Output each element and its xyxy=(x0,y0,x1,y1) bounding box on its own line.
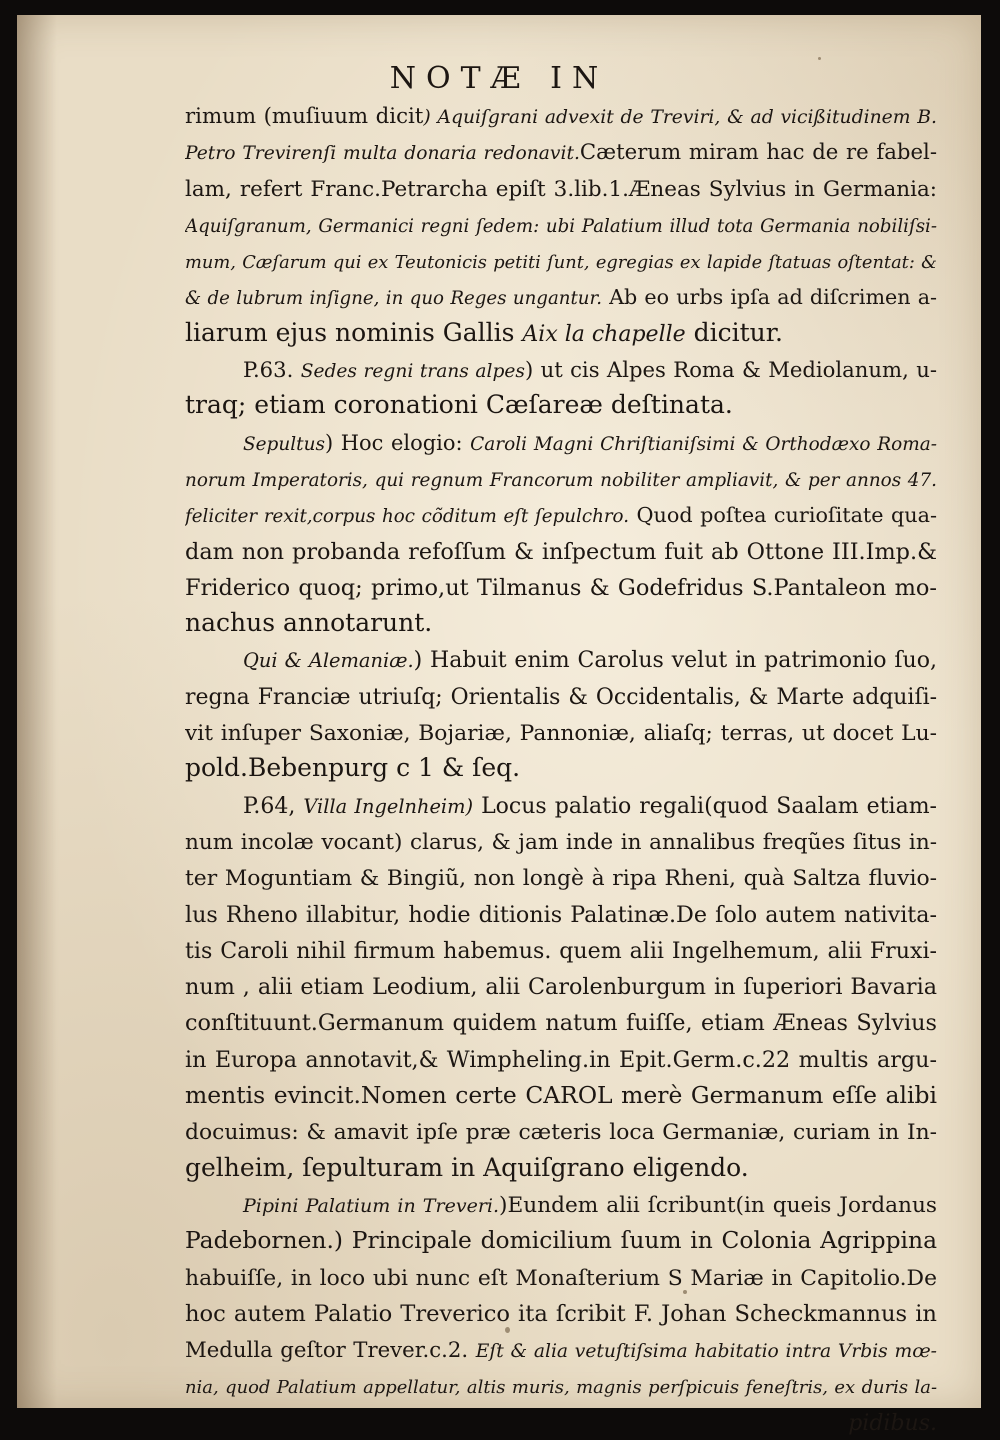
roman-text: )Eundem alii ſcribunt(in queis Jordanus xyxy=(499,1192,937,1218)
roman-text: regna Franciæ utriuſq; Orientalis & Occidentalis, & Marte adquiſi- xyxy=(185,684,937,710)
paper-speck xyxy=(683,1290,687,1294)
roman-text: P.64, xyxy=(243,793,304,819)
roman-text: Padebornen.) Principale domicilium ſuum in Colonia Agrippina xyxy=(185,1226,937,1255)
body-text xyxy=(185,97,937,1440)
roman-text: Locus palatio regali(quod Saalam etiam- xyxy=(473,793,937,819)
roman-text: Medulla geſtor Trever.c.2. xyxy=(185,1338,476,1364)
text-line xyxy=(185,859,937,895)
roman-text: mentis evincit.Nomen certe CAROL merè Germanum eſſe alibi xyxy=(185,1081,937,1110)
text-line xyxy=(185,278,937,314)
text-line xyxy=(185,968,937,1004)
text-line xyxy=(185,387,937,423)
text-line xyxy=(185,605,937,641)
roman-text: num , alii etiam Leodium, alii Carolenburgum in ſuperiori Bavaria xyxy=(185,974,937,1001)
italic-text: mum, Cæſarum qui ex Teutonicis petiti ſunt, egregias ex lapide ſtatuas oſtentat: & xyxy=(185,252,937,274)
roman-text: tis Caroli nihil firmum habemus. quem alii Ingelhemum, alii Fruxi- xyxy=(185,937,937,964)
roman-text: gelheim, ſepulturam in Aquiſgrano eligendo. xyxy=(185,1152,749,1182)
roman-text: ter Moguntiam & Bingiũ, non longè à ripa Rheni, quà Saltza fluvio- xyxy=(185,866,937,892)
running-header: NOTÆ IN xyxy=(389,61,609,96)
text-line xyxy=(185,1222,937,1258)
text-line xyxy=(185,1004,937,1040)
roman-text: nachus annotarunt. xyxy=(185,608,433,638)
text-line xyxy=(185,787,937,823)
text-line xyxy=(185,714,937,750)
roman-text: dam non probanda refoſſum & inſpectum fuit ab Ottone III.Imp.& xyxy=(185,538,937,565)
text-line xyxy=(185,678,937,714)
roman-text: num incolæ vocant) clarus, & jam inde in annalibus freqũes ſitus in- xyxy=(185,829,937,855)
roman-text: vit inſuper Saxoniæ, Bojariæ, Pannoniæ, aliaſq; terras, ut docet Lu- xyxy=(185,721,937,747)
text-line xyxy=(185,1295,937,1331)
roman-text: dicitur. xyxy=(685,317,783,347)
italic-text: Eſt & alia vetuſtiſsima habitatio intra Vrbis mœ- xyxy=(475,1341,937,1363)
roman-text: lus Rheno illabitur, hodie ditionis Palatinæ.De ſolo autem nativita- xyxy=(185,901,937,928)
text-line xyxy=(185,424,937,460)
italic-text: ) Aquiſgrani advexit de Treviri, & ad vicißitudinem B. xyxy=(423,107,937,128)
text-line xyxy=(185,1041,937,1077)
italic-text: Qui & Alemaniæ. xyxy=(243,649,414,673)
roman-text: docuimus: & amavit ipſe præ cæteris loca Germaniæ, curiam in In- xyxy=(185,1120,937,1146)
italic-text: feliciter rexit,corpus hoc cõditum eſt ſepulchro. xyxy=(185,506,630,528)
roman-text: P.63. xyxy=(243,357,301,383)
roman-text: lam, refert Franc.Petrarcha epiſt 3.lib.1.Æneas Sylvius in Germania: xyxy=(185,176,937,202)
italic-text: & de lubrum inſigne, in quo Reges ungantur. xyxy=(185,288,602,310)
roman-text: Ab eo urbs ipſa ad diſcrimen a- xyxy=(602,285,937,310)
text-line xyxy=(185,1367,937,1403)
text-line xyxy=(185,750,937,786)
text-line xyxy=(185,496,937,532)
roman-text: Cæterum miram hac de re fabel- xyxy=(579,140,937,166)
text-line xyxy=(185,133,937,169)
roman-text: pold.Bebenpurg c 1 & ſeq. xyxy=(185,753,521,783)
text-line xyxy=(185,315,937,351)
italic-text: Aix la chapelle xyxy=(522,321,686,347)
text-line xyxy=(185,641,937,677)
text-line xyxy=(185,1404,937,1440)
italic-text: Petro Trevirenſi multa donaria redonavit. xyxy=(185,143,580,165)
text-line xyxy=(185,1113,937,1149)
italic-text: Sepultus xyxy=(243,433,325,455)
text-line xyxy=(185,1331,937,1367)
italic-text: Aquiſgranum, Germanici regni ſedem: ubi Palatium illud tota Germania nobiliſsi- xyxy=(185,215,937,237)
roman-text: muſiuum dicit xyxy=(271,104,424,129)
italic-text: Villa Ingelnheim) xyxy=(303,794,474,818)
roman-text: traq; etiam coronationi Cæſareæ deſtinata. xyxy=(185,390,733,420)
page-gutter-shadow xyxy=(17,15,57,1408)
roman-text: habuiſſe, in loco ubi nunc eſt Monaſterium S Mariæ in Capitolio.De xyxy=(185,1265,937,1291)
roman-text: hoc autem Palatio Treverico ita ſcribit F. Johan Scheckmannus in xyxy=(185,1300,937,1327)
paper-speck xyxy=(505,1327,510,1333)
italic-text: Sedes regni trans alpes xyxy=(300,361,525,383)
text-line xyxy=(185,1150,937,1186)
roman-text: in Europa annotavit,& Wimpheling.in Epit.Germ.c.22 multis argu- xyxy=(185,1046,937,1073)
italic-text: pidibus. xyxy=(848,1410,937,1436)
text-line xyxy=(185,242,937,278)
book-page xyxy=(17,15,981,1436)
text-line xyxy=(185,1259,937,1295)
italic-text: nia, quod Palatium appellatur, altis muris, magnis perſpicuis feneſtris, ex duris la- xyxy=(185,1377,937,1399)
roman-text: ) Hoc elogio: xyxy=(324,430,471,455)
text-line xyxy=(185,823,937,859)
italic-text: Pipini Palatium in Treveri. xyxy=(243,1194,500,1217)
text-line xyxy=(185,170,937,206)
paper-speck xyxy=(818,57,821,60)
text-line xyxy=(185,533,937,569)
text-line xyxy=(185,896,937,932)
text-line xyxy=(185,351,937,387)
italic-text: norum Imperatoris, qui regnum Francorum nobiliter ampliavit, & per annos 47. xyxy=(185,469,937,491)
text-line xyxy=(185,460,937,496)
roman-text: rimum ( xyxy=(185,104,272,129)
text-line xyxy=(185,1077,937,1113)
text-line xyxy=(185,97,937,133)
roman-text: liarum ejus nominis Gallis xyxy=(185,317,523,347)
roman-text: conſtituunt.Germanum quidem natum fuiſſe, etiam Æneas Sylvius xyxy=(185,1010,937,1037)
text-line xyxy=(185,206,937,242)
roman-text: Quod poſtea curioſitate qua- xyxy=(629,503,937,528)
text-line xyxy=(185,569,937,605)
roman-text: ) ut cis Alpes Roma & Mediolanum, u- xyxy=(524,357,937,383)
text-line xyxy=(185,1186,937,1222)
roman-text: ) Habuit enim Carolus velut in patrimonio ſuo, xyxy=(413,648,937,674)
italic-text: Caroli Magni Chriſtianiſsimi & Orthodæxo Roma- xyxy=(470,433,937,455)
text-line xyxy=(185,932,937,968)
roman-text: Friderico quoq; primo,ut Tilmanus & Godefridus S.Pantaleon mo- xyxy=(185,574,937,601)
